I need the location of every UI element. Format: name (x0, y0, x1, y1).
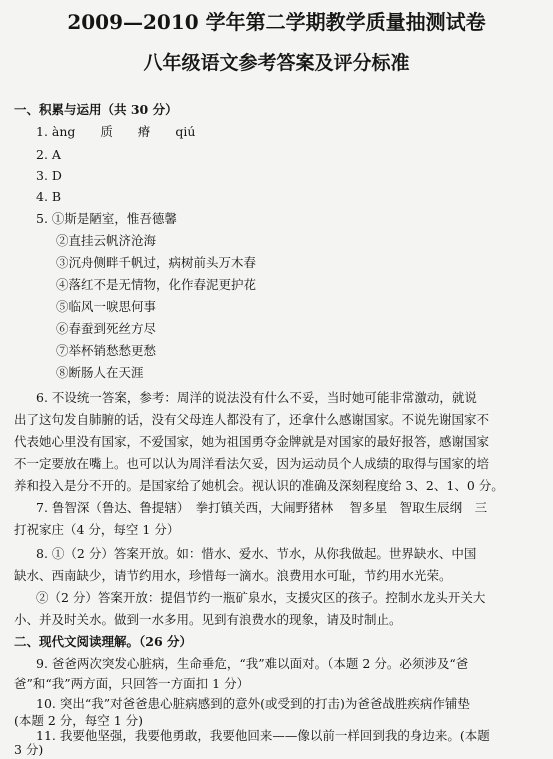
answer-q1: 1. àng 质 瘠 qiú (36, 124, 196, 139)
answer-q8-line: 8. ①（2 分）答案开放。如：惜水、爱水、节水，从你我做起。世界缺水、中国 (36, 546, 477, 561)
answer-q6-line: 代表她心里没有国家，不爱国家，她为祖国勇夺金牌就是对国家的最好报答，感谢国家 (14, 434, 490, 449)
answer-q11-line: 11. 我要他坚强，我要他勇敢，我要他回来——像以前一样回到我的身边来。(本题 (36, 728, 490, 743)
answer-q7-line: 7. 鲁智深（鲁达、鲁提辖） 拳打镇关西，大闹野猪林 智多星 智取生辰纲 三 (36, 500, 488, 515)
answer-q5-item: ③沉舟侧畔千帆过，病树前头万木春 (56, 255, 257, 270)
answer-q9-line: 爸”和“我”两方面，只回答一方面扣 1 分） (14, 676, 250, 691)
answer-q5-item: ②直挂云帆济沧海 (56, 233, 157, 248)
answer-q5-item: 5. ①斯是陋室，惟吾德馨 (36, 211, 177, 226)
answer-q5-item: ④落红不是无情物，化作春泥更护花 (56, 277, 257, 292)
answer-q5-item: ⑤临风一唳思何事 (56, 299, 157, 314)
answer-q10-line: (本题 2 分，每空 1 分) (14, 713, 144, 728)
answer-q6-line: 养和投入是分不开的。是国家给了她机会。视认识的准确及深刻程度给 3、2、1、0 分。 (14, 478, 504, 493)
answer-q6-line: 6. 不设统一答案，参考：周洋的说法没有什么不妥，当时她可能非常激动，就说 (36, 390, 477, 405)
answer-q6-line: 出了这句发自肺腑的话，没有父母连人都没有了，还拿什么感谢国家。不说先谢国家不 (14, 412, 490, 427)
section-1-heading: 一、积累与运用（共 30 分） (14, 102, 178, 117)
answer-q3: 3. D (36, 168, 62, 183)
answer-q5-item: ⑦举杯销愁愁更愁 (56, 343, 157, 358)
answer-q8-line: 缺水、西南缺少，请节约用水，珍惜每一滴水。浪费用水可耻，节约用水光荣。 (14, 568, 452, 583)
answer-q8-line: ②（2 分）答案开放：提倡节约一瓶矿泉水，支援灾区的孩子。控制水龙头开关大 (36, 590, 486, 605)
answer-q6-line: 不一定要放在嘴上。也可以认为周洋看法欠妥，因为运动员个人成绩的取得与国家的培 (14, 456, 490, 471)
answer-q5-item: ⑧断肠人在天涯 (56, 365, 144, 380)
answer-q11-line: 3 分) (14, 742, 44, 757)
answer-q9-line: 9. 爸爸两次突发心脏病，生命垂危，“我”难以面对。（本题 2 分。必须涉及“爸 (36, 656, 469, 671)
answer-q8-line: 小、并及时关水。做到一水多用。见到有浪费水的现象，请及时制止。 (14, 612, 402, 627)
answer-q10-line: 10. 突出“我”对爸爸患心脏病感到的意外(或受到的打击)为爸爸战胜疾病作铺垫 (36, 696, 470, 711)
document-subtitle: 八年级语文参考答案及评分标准 (143, 52, 410, 74)
answer-q2: 2. A (36, 147, 61, 162)
answer-q7-line: 打祝家庄（4 分，每空 1 分） (14, 522, 180, 537)
section-2-heading: 二、现代文阅读理解。（26 分） (14, 634, 192, 649)
answer-q5-item: ⑥春蚕到死丝方尽 (56, 321, 157, 336)
answer-q4: 4. B (36, 189, 62, 204)
document-title: 2009—2010 学年第二学期教学质量抽测试卷 (67, 10, 486, 34)
